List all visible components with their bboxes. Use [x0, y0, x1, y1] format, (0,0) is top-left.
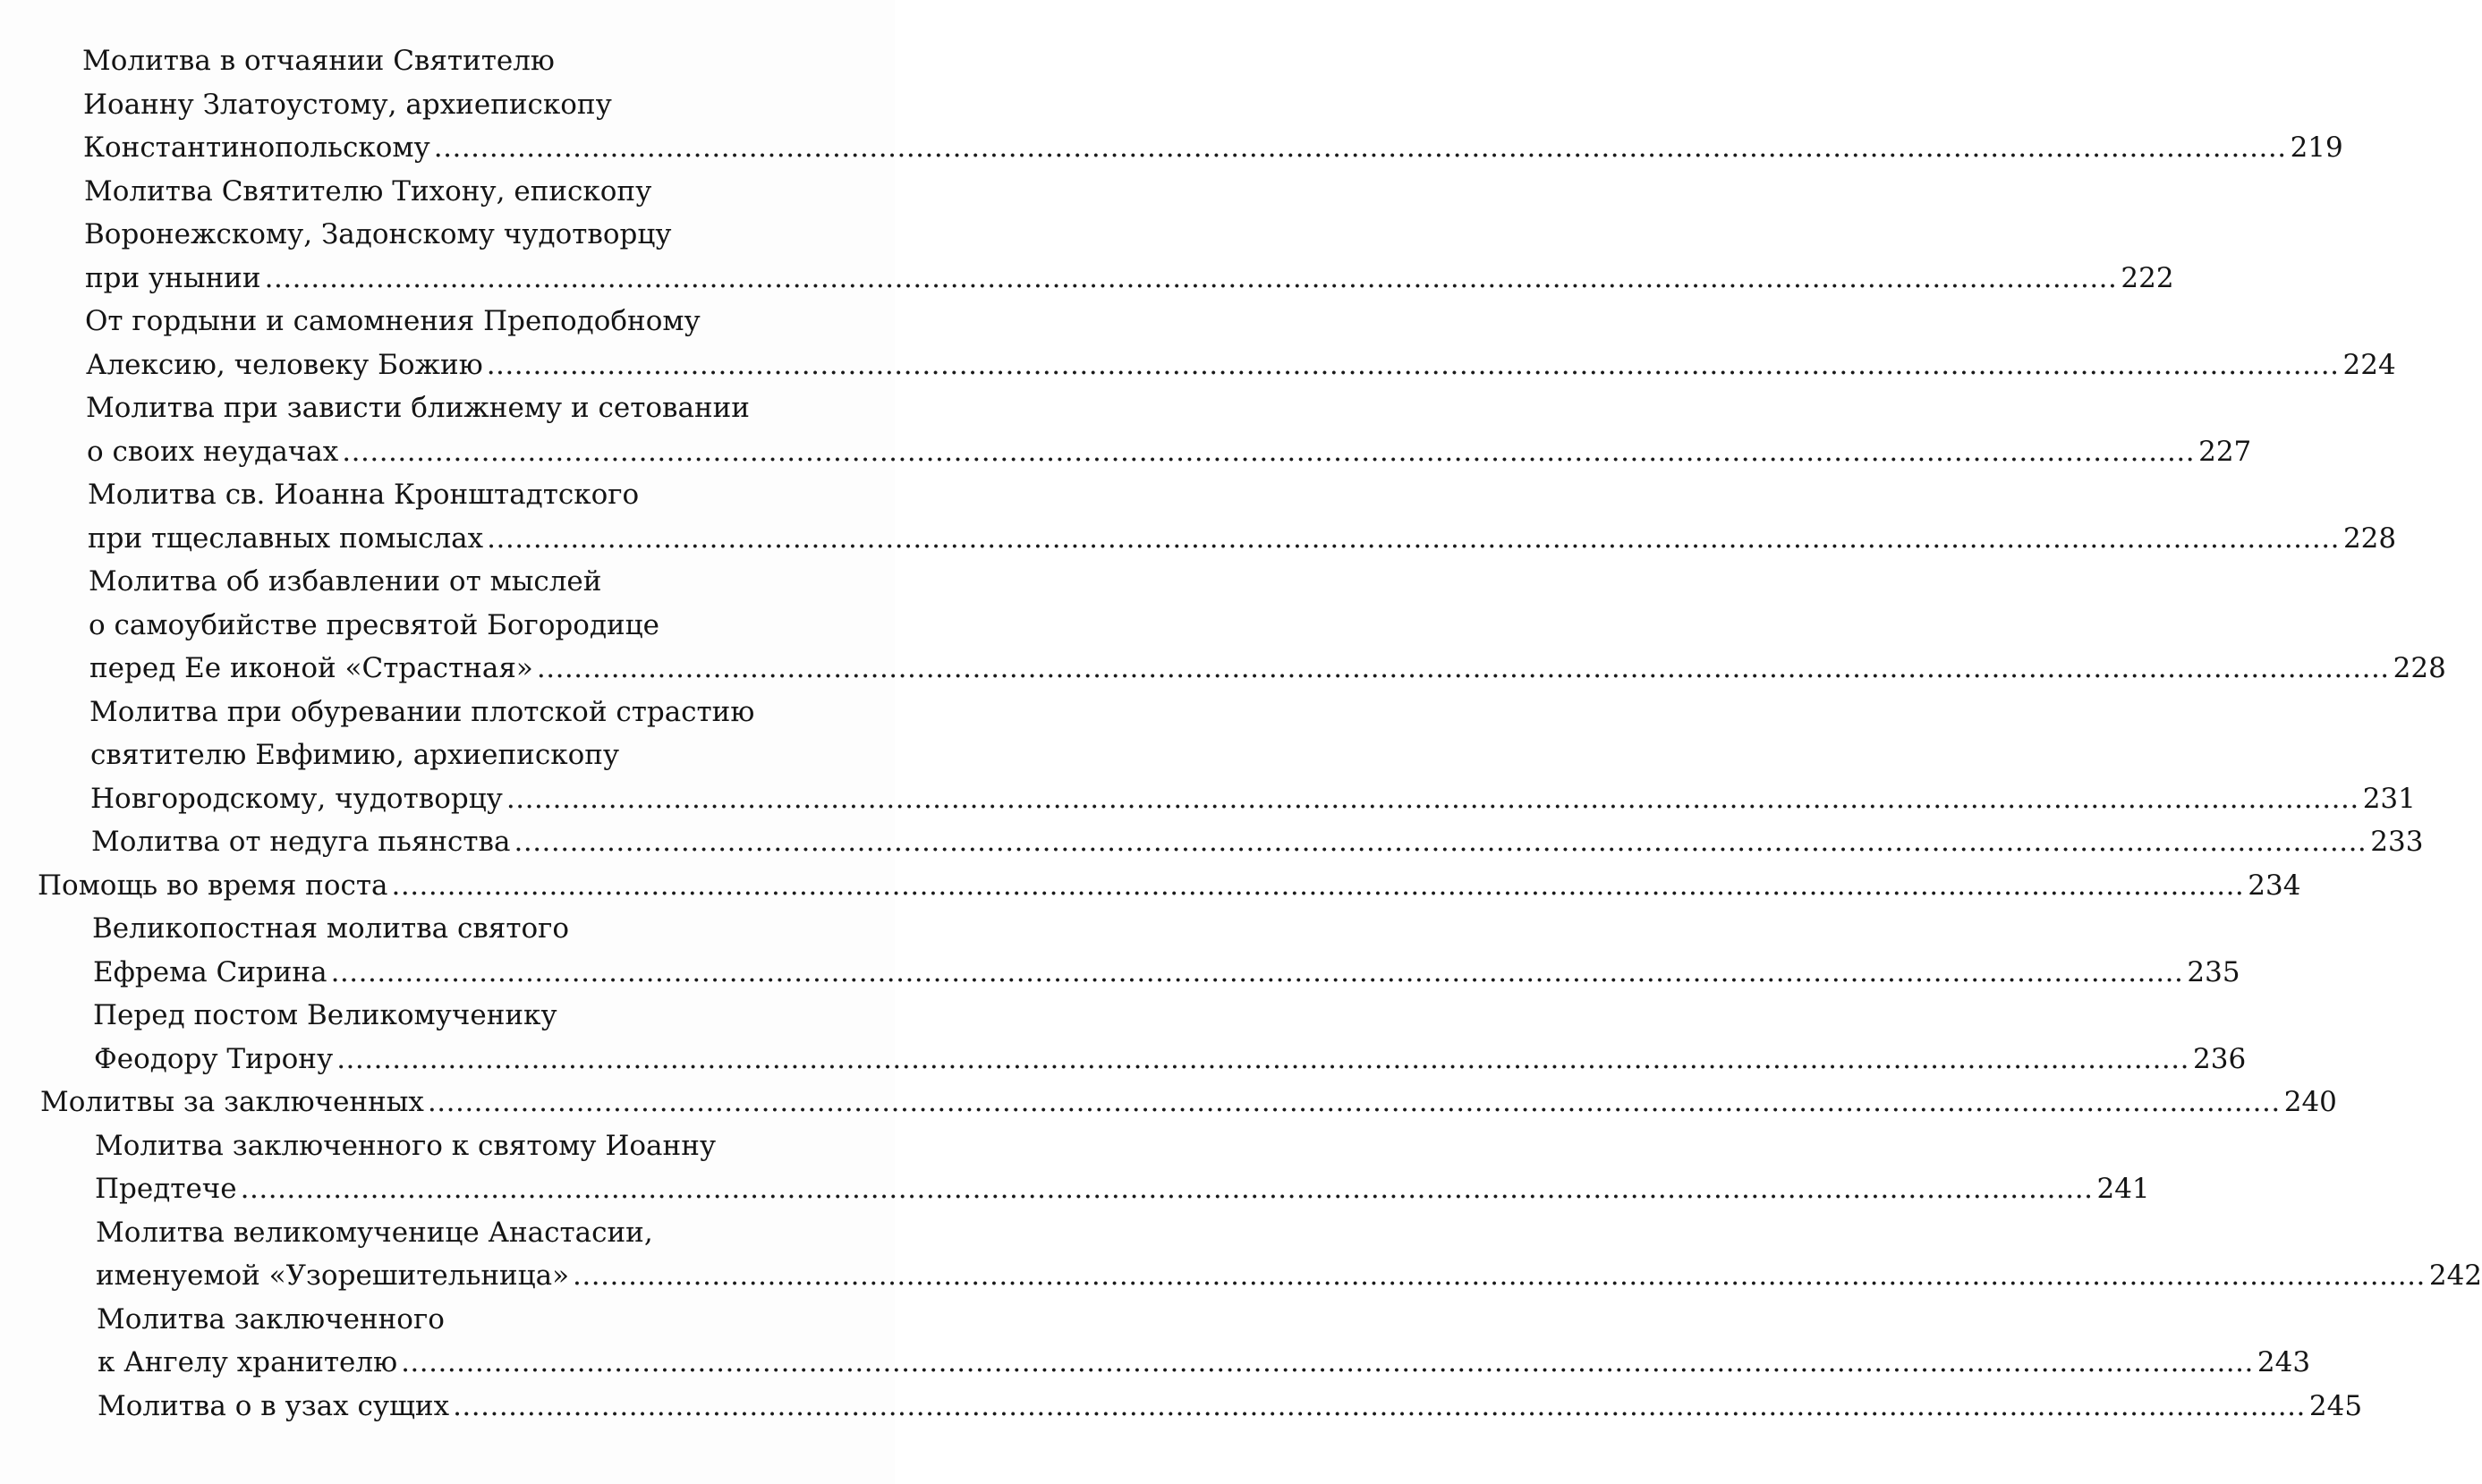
toc-line: [0, 907, 895, 951]
dot-leader: ........................................................................................................................................................................................................: [536, 652, 2390, 684]
toc-line: [0, 691, 895, 734]
toc-entry-title: именуемой «Узорешительница»: [96, 1259, 570, 1292]
toc-line: [0, 951, 2240, 995]
toc-entry-title: Великопостная молитва святого: [92, 912, 570, 945]
dot-leader: ........................................................................................................................................................................................................: [264, 261, 2118, 294]
toc-line: [0, 83, 895, 127]
toc-entry-title: Молитва о в узах сущих: [98, 1389, 450, 1422]
toc-entry-title: Алексию, человеку Божию: [86, 348, 483, 381]
toc-line: [0, 386, 895, 430]
toc-entry-title: Феодору Тирону: [94, 1042, 334, 1075]
toc-entry-title: к Ангелу хранителю: [98, 1346, 398, 1378]
page-number: 231: [2362, 782, 2416, 815]
toc-line: [0, 1298, 895, 1342]
toc-line: [0, 1124, 895, 1168]
toc-line: [0, 213, 895, 257]
page-number: 242: [2428, 1259, 2482, 1292]
toc-entry-title: святителю Евфимию, архиепископу: [90, 739, 620, 771]
toc-entry: [0, 1298, 2311, 1385]
toc-line: [0, 517, 2397, 561]
toc-entry-title: Молитва об избавлении от мыслей: [89, 565, 602, 598]
toc-entry-title: От гордыни и самомнения Преподобному: [85, 305, 701, 337]
dot-leader: ........................................................................................................................................................................................................: [391, 869, 2245, 902]
toc-line: [0, 170, 895, 214]
toc-entry: [0, 1124, 2150, 1211]
toc-entry: [0, 691, 2416, 821]
toc-section: [0, 864, 2301, 908]
dot-leader: ........................................................................................................................................................................................................: [433, 131, 2287, 164]
toc-entry-title: при тщеславных помыслах: [88, 522, 484, 555]
toc-entry-title: при унынии: [85, 261, 261, 294]
dot-leader: ........................................................................................................................................................................................................: [336, 1042, 2189, 1075]
page-number: 236: [2193, 1042, 2247, 1075]
toc-line: [0, 1081, 2337, 1124]
toc-entry-title: Молитва в отчаянии Святителю: [82, 45, 555, 77]
page-number: 241: [2096, 1173, 2150, 1205]
toc-entry: [0, 560, 2446, 691]
page-number: 227: [2198, 435, 2252, 468]
dot-leader: ........................................................................................................................................................................................................: [453, 1389, 2306, 1422]
toc-entry: [0, 1211, 2482, 1298]
toc-entry: [0, 170, 2174, 301]
toc-entry-title: Константинопольскому: [83, 131, 430, 164]
toc-line: [0, 734, 895, 777]
toc-line: [0, 39, 895, 83]
toc-entry-title: перед Ее иконой «Страстная»: [89, 652, 533, 684]
toc-entry-title: Молитва великомученице Анастасии,: [96, 1216, 653, 1249]
page-number: 235: [2187, 955, 2240, 988]
toc-entry-title: Молитва от недуга пьянства: [91, 826, 511, 858]
dot-leader: ........................................................................................................................................................................................................: [342, 435, 2196, 468]
toc-line: [0, 430, 2252, 474]
toc-entry-title: Перед постом Великомученику: [93, 999, 557, 1031]
toc-entry-title: Молитвы за заключенных: [40, 1086, 424, 1118]
toc-line: [0, 257, 2174, 301]
toc-line: [0, 126, 2343, 170]
toc-line: [0, 864, 2301, 908]
toc-line: [0, 473, 895, 517]
toc-line: [0, 1385, 2363, 1429]
toc-entry-title: Молитва Святителю Тихону, епископу: [84, 174, 652, 208]
toc-line: [0, 560, 895, 604]
toc-section: [0, 1081, 2337, 1124]
toc-line: [0, 300, 895, 343]
toc-line: [0, 777, 2416, 821]
dot-leader: ........................................................................................................................................................................................................: [427, 1086, 2281, 1118]
toc-line: [0, 604, 895, 648]
toc-entry-title: Воронежскому, Задонскому чудотворцу: [84, 218, 672, 250]
dot-leader: ........................................................................................................................................................................................................: [330, 955, 2184, 988]
dot-leader: ........................................................................................................................................................................................................: [506, 782, 2359, 815]
toc-entry: [0, 473, 2397, 560]
toc-entry: [0, 820, 2424, 864]
toc-entry-title: Молитва заключенного к святому Иоанну: [95, 1129, 717, 1162]
toc-entry: [0, 1385, 2363, 1429]
toc-entry-title: о самоубийстве пресвятой Богородице: [89, 608, 659, 641]
toc-entry-title: о своих неудачах: [87, 435, 339, 468]
page-number: 234: [2248, 869, 2301, 902]
toc-line: [0, 820, 2424, 864]
toc-entry-title: Молитва св. Иоанна Кронштадтского: [88, 479, 640, 511]
toc-entry: [0, 386, 2252, 473]
toc-entry: [0, 300, 2396, 386]
toc-entry: [0, 994, 2247, 1081]
toc-entry-title: Молитва заключенного: [97, 1302, 445, 1336]
toc-entry: [0, 39, 2343, 170]
page-number: 233: [2370, 826, 2424, 858]
dot-leader: ........................................................................................................................................................................................................: [573, 1259, 2426, 1292]
page-number: 240: [2283, 1086, 2337, 1118]
toc-line: [0, 1254, 2482, 1298]
page-number: 224: [2342, 348, 2396, 381]
toc-entry-title: Помощь во время поста: [38, 869, 388, 902]
toc-line: [0, 1211, 895, 1255]
toc-entry-title: Молитва при зависти ближнему и сетовании: [86, 392, 750, 424]
toc-line: [0, 1038, 2247, 1081]
page-number: 219: [2290, 131, 2343, 164]
page-number: 222: [2121, 261, 2174, 294]
dot-leader: ........................................................................................................................................................................................................: [240, 1173, 2094, 1205]
toc-line: [0, 647, 2446, 691]
page-number: 243: [2257, 1346, 2311, 1378]
dot-leader: ........................................................................................................................................................................................................: [486, 348, 2340, 381]
toc-line: [0, 1341, 2311, 1385]
toc-line: [0, 1167, 2150, 1211]
dot-leader: ........................................................................................................................................................................................................: [514, 826, 2367, 858]
toc-entry-title: Ефрема Сирина: [93, 955, 327, 988]
table-of-contents: [0, 39, 2482, 1428]
toc-entry-title: Молитва при обуревании плотской страстию: [89, 695, 755, 728]
dot-leader: ........................................................................................................................................................................................................: [401, 1346, 2254, 1378]
page-number: 245: [2308, 1389, 2363, 1422]
dot-leader: ........................................................................................................................................................................................................: [487, 522, 2340, 555]
toc-line: [0, 343, 2396, 387]
toc-entry: [0, 907, 2240, 994]
toc-entry-title: Новгородскому, чудотворцу: [90, 782, 503, 815]
toc-entry-title: Предтече: [95, 1173, 237, 1205]
page-number: 228: [2393, 652, 2446, 684]
toc-line: [0, 994, 895, 1038]
toc-entry-title: Иоанну Златоустому, архиепископу: [83, 88, 612, 121]
page-number: 228: [2342, 522, 2397, 555]
